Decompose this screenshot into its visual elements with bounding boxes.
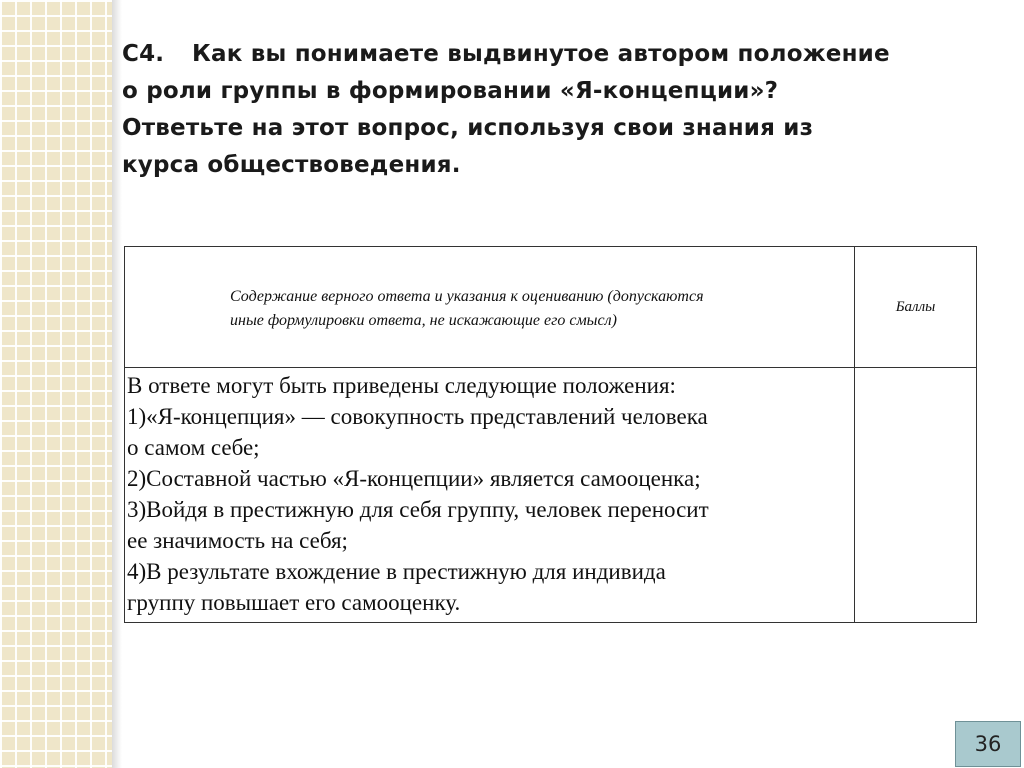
question-line-2: о роли группы в формировании «Я-концепции»? [122, 78, 779, 104]
table-header-row [125, 247, 977, 368]
answer-content-cell [125, 368, 855, 623]
question-line-3: Ответьте на этот вопрос, используя свои знания из [122, 115, 814, 141]
answer-line: о самом себе; [127, 435, 260, 460]
header-content-cell [125, 247, 855, 368]
answer-line: 4)В результате вхождение в престижную для индивида [127, 559, 666, 584]
answer-line: В ответе могут быть приведены следующие положения: [127, 373, 676, 398]
answer-line: 2)Составной частью «Я-концепции» является самооценка; [127, 466, 701, 491]
answer-line: ее значимость на себя; [127, 528, 348, 553]
answer-line: 3)Войдя в престижную для себя группу, человек переносит [127, 497, 709, 522]
header-content-text: Содержание верного ответа и указания к оцениванию (допускаются иные формулировки ответа, не искажающие его смысл) [230, 288, 704, 329]
table-answer-row [125, 368, 977, 623]
decorative-side-pattern [0, 0, 112, 768]
question-line-4: курса обществоведения. [122, 152, 461, 178]
header-points-cell [855, 247, 977, 368]
answer-table [124, 246, 977, 623]
side-shadow [112, 0, 122, 768]
answer-line: 1)«Я-концепция» — совокупность представлений человека [127, 404, 708, 429]
header-points-label: Баллы [895, 299, 936, 315]
page-number-badge: 36 [955, 721, 1021, 767]
answer-line: группу повышает его самооценку. [127, 590, 461, 615]
question-number: С4. [122, 41, 165, 67]
question-line-1: С4. Как вы понимаете выдвинутое автором положение [122, 36, 1002, 73]
answer-points-cell [855, 368, 977, 623]
question-text [122, 36, 1002, 184]
